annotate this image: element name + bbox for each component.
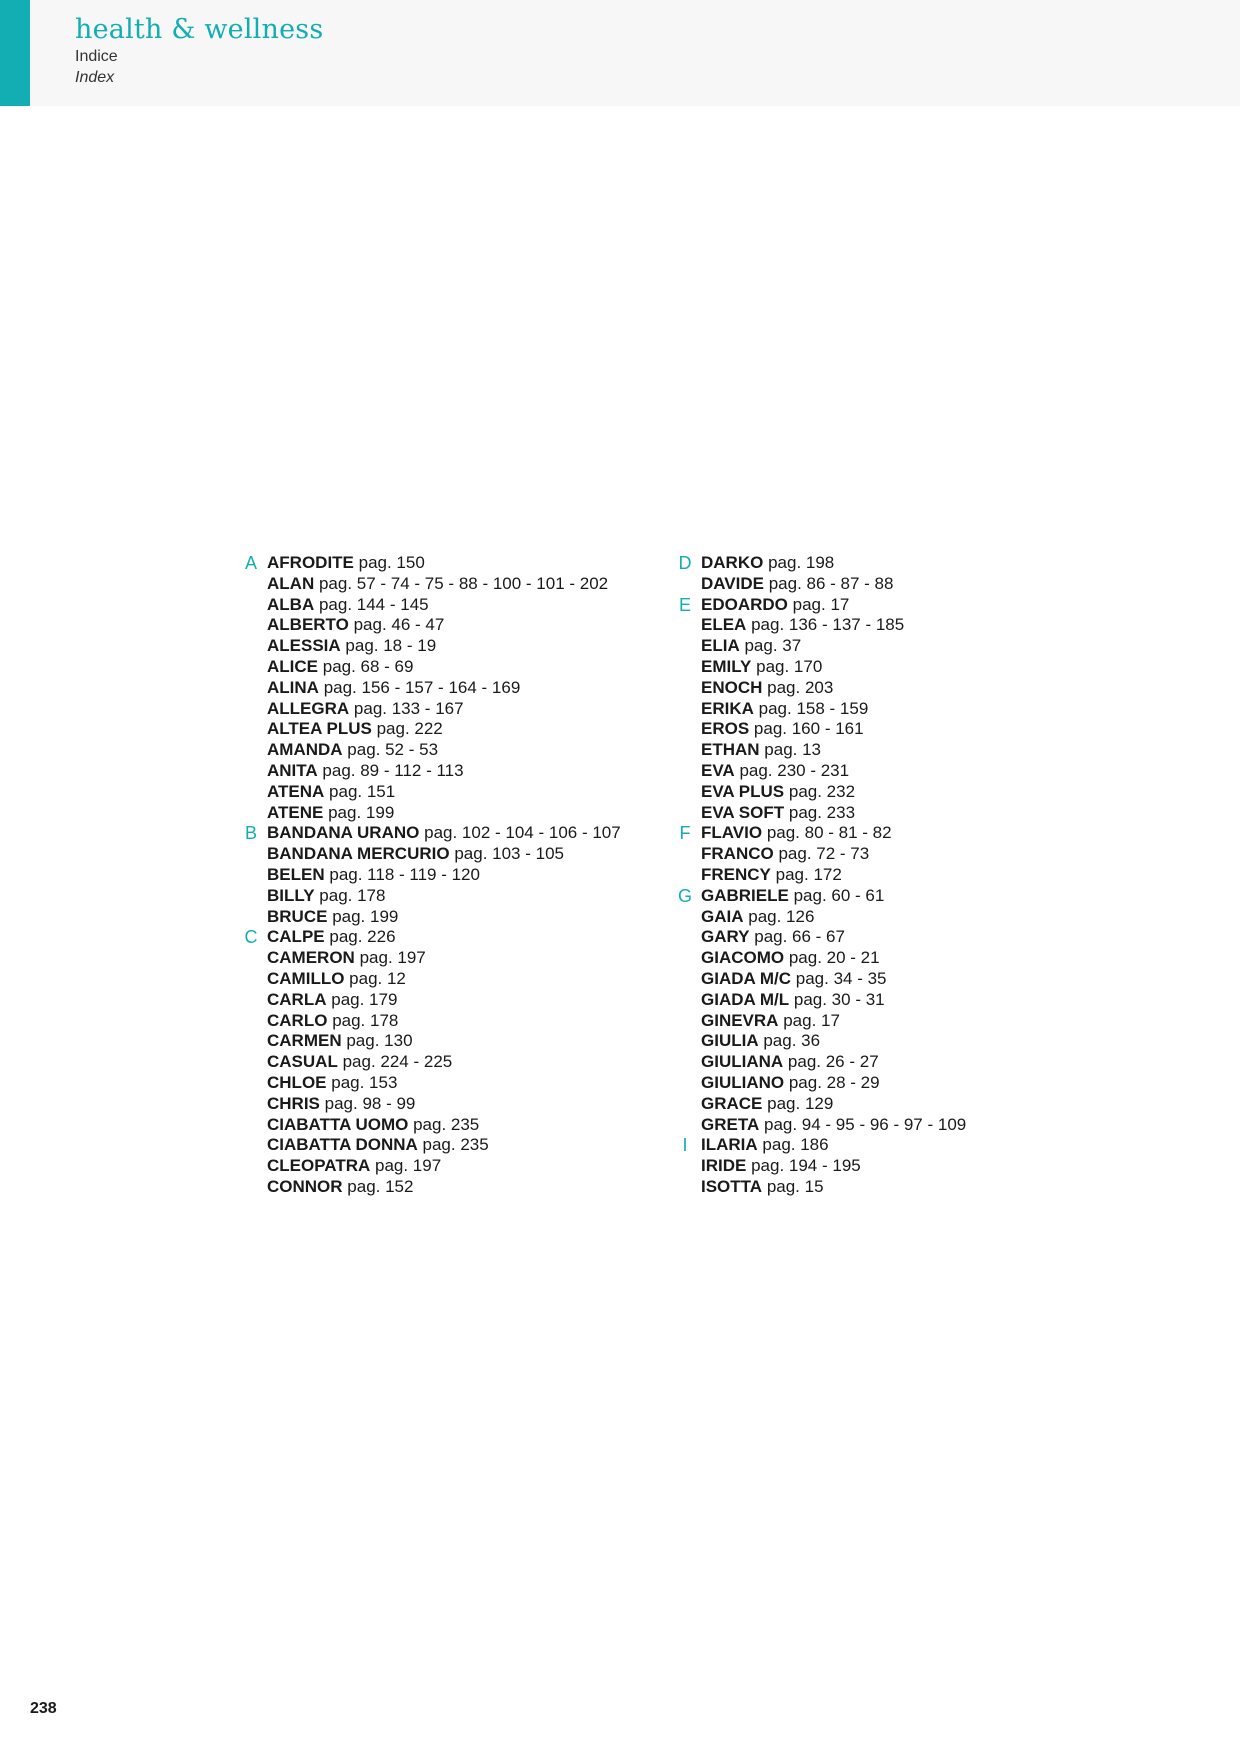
page-references: pag. 15 <box>766 1176 824 1196</box>
index-entry <box>701 948 1069 969</box>
product-name: BRUCE <box>267 906 328 926</box>
index-letter: B <box>244 823 257 844</box>
product-name: FLAVIO <box>701 823 763 843</box>
index-entry <box>267 699 635 720</box>
page-references: pag. 46 - 47 <box>353 615 445 635</box>
page-references: pag. 203 <box>767 677 834 697</box>
index-entry <box>701 1052 1069 1073</box>
index-entry <box>701 927 1069 948</box>
page-references: pag. 150 <box>358 553 425 572</box>
index-section <box>669 553 1069 595</box>
page-references: pag. 20 - 21 <box>788 948 880 968</box>
index-letter: A <box>244 553 257 573</box>
section-title-english: Index <box>75 69 115 86</box>
index-entry <box>267 636 635 657</box>
page-references: pag. 222 <box>376 719 443 739</box>
page-references: pag. 36 <box>763 1031 821 1051</box>
index-entry <box>701 636 1069 657</box>
index-entry <box>701 615 1069 636</box>
product-name: ERIKA <box>701 698 754 718</box>
page-references: pag. 197 <box>359 948 426 968</box>
product-name: GIACOMO <box>701 948 785 968</box>
page-references: pag. 126 <box>748 906 815 926</box>
index-letter: F <box>679 823 691 844</box>
page-references: pag. 89 - 112 - 113 <box>322 760 464 780</box>
page-references: pag. 30 - 31 <box>793 989 885 1009</box>
index-entry <box>701 782 1069 803</box>
index-entry <box>267 1115 635 1136</box>
page-references: pag. 235 <box>422 1135 489 1155</box>
index-entry <box>701 1135 1069 1156</box>
page-references: pag. 17 <box>783 1010 840 1030</box>
product-name: GIULIA <box>701 1031 759 1051</box>
product-name: ETHAN <box>701 740 760 760</box>
product-name: GINEVRA <box>701 1010 779 1030</box>
product-name: ENOCH <box>701 677 763 697</box>
index-entry <box>701 969 1069 990</box>
page-references: pag. 186 <box>762 1135 829 1155</box>
page-references: pag. 160 - 161 <box>753 719 864 739</box>
product-name: EVA PLUS <box>701 781 785 801</box>
page-references: pag. 26 - 27 <box>787 1052 879 1072</box>
product-name: FRANCO <box>701 844 774 864</box>
index-entry <box>267 574 635 595</box>
index-entry <box>701 574 1069 595</box>
index-entry <box>267 907 635 928</box>
index-section <box>669 1135 1069 1197</box>
product-name: CAMERON <box>267 948 355 968</box>
page-number: 238 <box>30 1700 57 1717</box>
product-name: EMILY <box>701 656 752 676</box>
index-entry <box>701 1156 1069 1177</box>
product-name: GIULIANA <box>701 1052 784 1072</box>
index-letter: D <box>678 553 692 573</box>
index-entry <box>267 1031 635 1052</box>
index-entry <box>267 969 635 990</box>
product-name: FRENCY <box>701 864 771 884</box>
product-name: CARMEN <box>267 1031 342 1051</box>
product-name: ATENE <box>267 802 324 822</box>
product-name: BILLY <box>267 885 315 905</box>
index-entry <box>701 803 1069 824</box>
page-references: pag. 28 - 29 <box>788 1072 880 1092</box>
index-entry <box>701 1177 1069 1198</box>
product-name: DAVIDE <box>701 573 764 593</box>
product-name: CHLOE <box>267 1072 327 1092</box>
index-letter: G <box>677 885 692 906</box>
page-references: pag. 170 <box>756 656 823 676</box>
page-references: pag. 199 <box>328 802 395 822</box>
product-name: ALBERTO <box>267 615 349 635</box>
page-references: pag. 12 <box>349 968 406 988</box>
index-section <box>235 927 635 1197</box>
index-entry <box>701 1073 1069 1094</box>
product-name: BANDANA MERCURIO <box>267 844 450 864</box>
index-section <box>235 823 635 927</box>
page-references: pag. 60 - 61 <box>793 885 885 905</box>
index-entry <box>701 595 1069 616</box>
index-entry <box>701 740 1069 761</box>
index-entry <box>267 803 635 824</box>
product-name: CAMILLO <box>267 968 345 988</box>
product-name: EDOARDO <box>701 594 788 614</box>
index-entry <box>701 553 1069 574</box>
product-name: GAIA <box>701 906 744 926</box>
page-references: pag. 68 - 69 <box>322 656 414 676</box>
page-references: pag. 17 <box>792 594 850 614</box>
page-references: pag. 144 - 145 <box>318 594 429 614</box>
page-references: pag. 151 <box>329 781 396 801</box>
section-title-italian: Indice <box>75 48 118 65</box>
product-name: CLEOPATRA <box>267 1156 371 1176</box>
page-references: pag. 156 - 157 - 164 - 169 <box>323 677 521 697</box>
page-references: pag. 136 - 137 - 185 <box>751 615 905 635</box>
product-name: GIADA M/L <box>701 989 790 1009</box>
product-name: EROS <box>701 719 750 739</box>
index-entry <box>267 615 635 636</box>
index-entry <box>267 927 635 948</box>
index-section <box>669 886 1069 1136</box>
product-name: ELEA <box>701 615 747 635</box>
index-entry <box>701 678 1069 699</box>
page-references: pag. 233 <box>788 802 856 822</box>
index-entry <box>267 886 635 907</box>
index-entry <box>267 761 635 782</box>
product-name: CIABATTA DONNA <box>267 1135 418 1155</box>
product-name: AFRODITE <box>267 553 354 572</box>
product-name: GRETA <box>701 1114 760 1134</box>
index-entry <box>701 719 1069 740</box>
product-name: AMANDA <box>267 740 343 760</box>
index-entry <box>267 782 635 803</box>
page-references: pag. 199 <box>332 906 399 926</box>
page-references: pag. 130 <box>346 1031 413 1051</box>
index-entry <box>267 740 635 761</box>
index-entry <box>267 1094 635 1115</box>
product-name: ATENA <box>267 781 325 801</box>
page-references: pag. 72 - 73 <box>778 844 870 864</box>
page-references: pag. 198 <box>768 553 835 572</box>
index-entry <box>267 948 635 969</box>
page-references: pag. 86 - 87 - 88 <box>768 573 894 593</box>
product-name: ALESSIA <box>267 636 341 656</box>
product-name: ISOTTA <box>701 1176 763 1196</box>
index-entry <box>701 657 1069 678</box>
page-references: pag. 18 - 19 <box>345 636 437 656</box>
index-entry <box>267 1177 635 1198</box>
index-entry <box>701 990 1069 1011</box>
product-name: GABRIELE <box>701 885 789 905</box>
index-entry <box>701 1094 1069 1115</box>
index-entry <box>267 865 635 886</box>
product-name: IRIDE <box>701 1156 747 1176</box>
page-references: pag. 178 <box>332 1010 399 1030</box>
index-section <box>235 553 635 823</box>
index-entry <box>267 1052 635 1073</box>
page-references: pag. 34 - 35 <box>795 968 887 988</box>
product-name: ANITA <box>267 760 318 780</box>
index-letter: I <box>682 1135 688 1156</box>
page-references: pag. 226 <box>329 927 396 947</box>
index-entry <box>701 907 1069 928</box>
product-name: CASUAL <box>267 1052 338 1072</box>
index-entry <box>267 1135 635 1156</box>
index-letter: E <box>678 594 691 615</box>
index-entry <box>701 1115 1069 1136</box>
page-references: pag. 152 <box>347 1176 414 1196</box>
index-entry <box>701 865 1069 886</box>
product-name: CARLO <box>267 1010 328 1030</box>
index-entry <box>701 699 1069 720</box>
index-entry <box>267 1073 635 1094</box>
index-entry <box>267 990 635 1011</box>
page-references: pag. 66 - 67 <box>754 927 845 947</box>
index-entry <box>267 844 635 865</box>
page-references: pag. 98 - 99 <box>324 1093 416 1113</box>
page-references: pag. 194 - 195 <box>751 1156 861 1176</box>
index-section <box>669 595 1069 824</box>
index-entry <box>267 595 635 616</box>
page-references: pag. 52 - 53 <box>347 740 439 760</box>
product-name: GRACE <box>701 1093 763 1113</box>
page-references: pag. 102 - 104 - 106 - 107 <box>424 823 621 843</box>
product-name: ALICE <box>267 656 318 676</box>
page-references: pag. 232 <box>788 781 856 801</box>
page-references: pag. 133 - 167 <box>353 698 464 718</box>
page-references: pag. 129 <box>767 1093 834 1113</box>
product-name: CONNOR <box>267 1176 343 1196</box>
brand-title: health & wellness <box>75 14 324 45</box>
index-letter: C <box>244 927 258 948</box>
product-name: ALINA <box>267 677 319 697</box>
index-entry <box>267 719 635 740</box>
product-name: GIADA M/C <box>701 968 792 988</box>
product-name: EVA <box>701 760 735 780</box>
index-section <box>669 823 1069 885</box>
page-references: pag. 37 <box>744 636 802 656</box>
product-name: ALAN <box>267 573 315 593</box>
index-entry <box>701 823 1069 844</box>
product-name: EVA SOFT <box>701 802 785 822</box>
index-entry <box>701 886 1069 907</box>
product-name: ALTEA PLUS <box>267 719 372 739</box>
product-name: BELEN <box>267 864 325 884</box>
page-references: pag. 179 <box>331 989 398 1009</box>
page-references: pag. 57 - 74 - 75 - 88 - 100 - 101 - 202 <box>318 573 609 593</box>
product-name: CARLA <box>267 989 327 1009</box>
page-references: pag. 197 <box>375 1156 442 1176</box>
page-references: pag. 178 <box>319 885 386 905</box>
index-entry <box>267 1156 635 1177</box>
index-column-right <box>669 553 1069 1198</box>
product-name: CIABATTA UOMO <box>267 1114 409 1134</box>
product-name: DARKO <box>701 553 764 572</box>
page-references: pag. 153 <box>331 1072 398 1092</box>
product-name: ELIA <box>701 636 740 656</box>
index-entry <box>267 678 635 699</box>
page-references: pag. 13 <box>764 740 822 760</box>
index-entry <box>701 1031 1069 1052</box>
product-name: GARY <box>701 927 750 947</box>
product-name: CHRIS <box>267 1093 320 1113</box>
page-references: pag. 224 - 225 <box>342 1052 453 1072</box>
index-entry <box>701 761 1069 782</box>
index-entry <box>267 1011 635 1032</box>
product-name: CALPE <box>267 927 325 947</box>
index-entry <box>267 823 635 844</box>
product-name: ILARIA <box>701 1135 758 1155</box>
index-column-left <box>235 553 635 1198</box>
accent-bar <box>0 0 30 106</box>
page-references: pag. 118 - 119 - 120 <box>329 864 480 884</box>
page-references: pag. 172 <box>775 864 842 884</box>
product-name: BANDANA URANO <box>267 823 420 843</box>
index-entry <box>267 657 635 678</box>
page-references: pag. 94 - 95 - 96 - 97 - 109 <box>763 1114 967 1134</box>
page-references: pag. 230 - 231 <box>739 760 850 780</box>
product-name: GIULIANO <box>701 1072 785 1092</box>
page-references: pag. 158 - 159 <box>758 698 869 718</box>
index-entry <box>701 1011 1069 1032</box>
product-name: ALLEGRA <box>267 698 350 718</box>
index-entry <box>267 553 635 574</box>
index-entry <box>701 844 1069 865</box>
page-references: pag. 103 - 105 <box>454 844 564 864</box>
page-references: pag. 235 <box>413 1114 480 1134</box>
page-header <box>0 0 1240 106</box>
page-references: pag. 80 - 81 - 82 <box>766 823 892 843</box>
product-name: ALBA <box>267 594 315 614</box>
